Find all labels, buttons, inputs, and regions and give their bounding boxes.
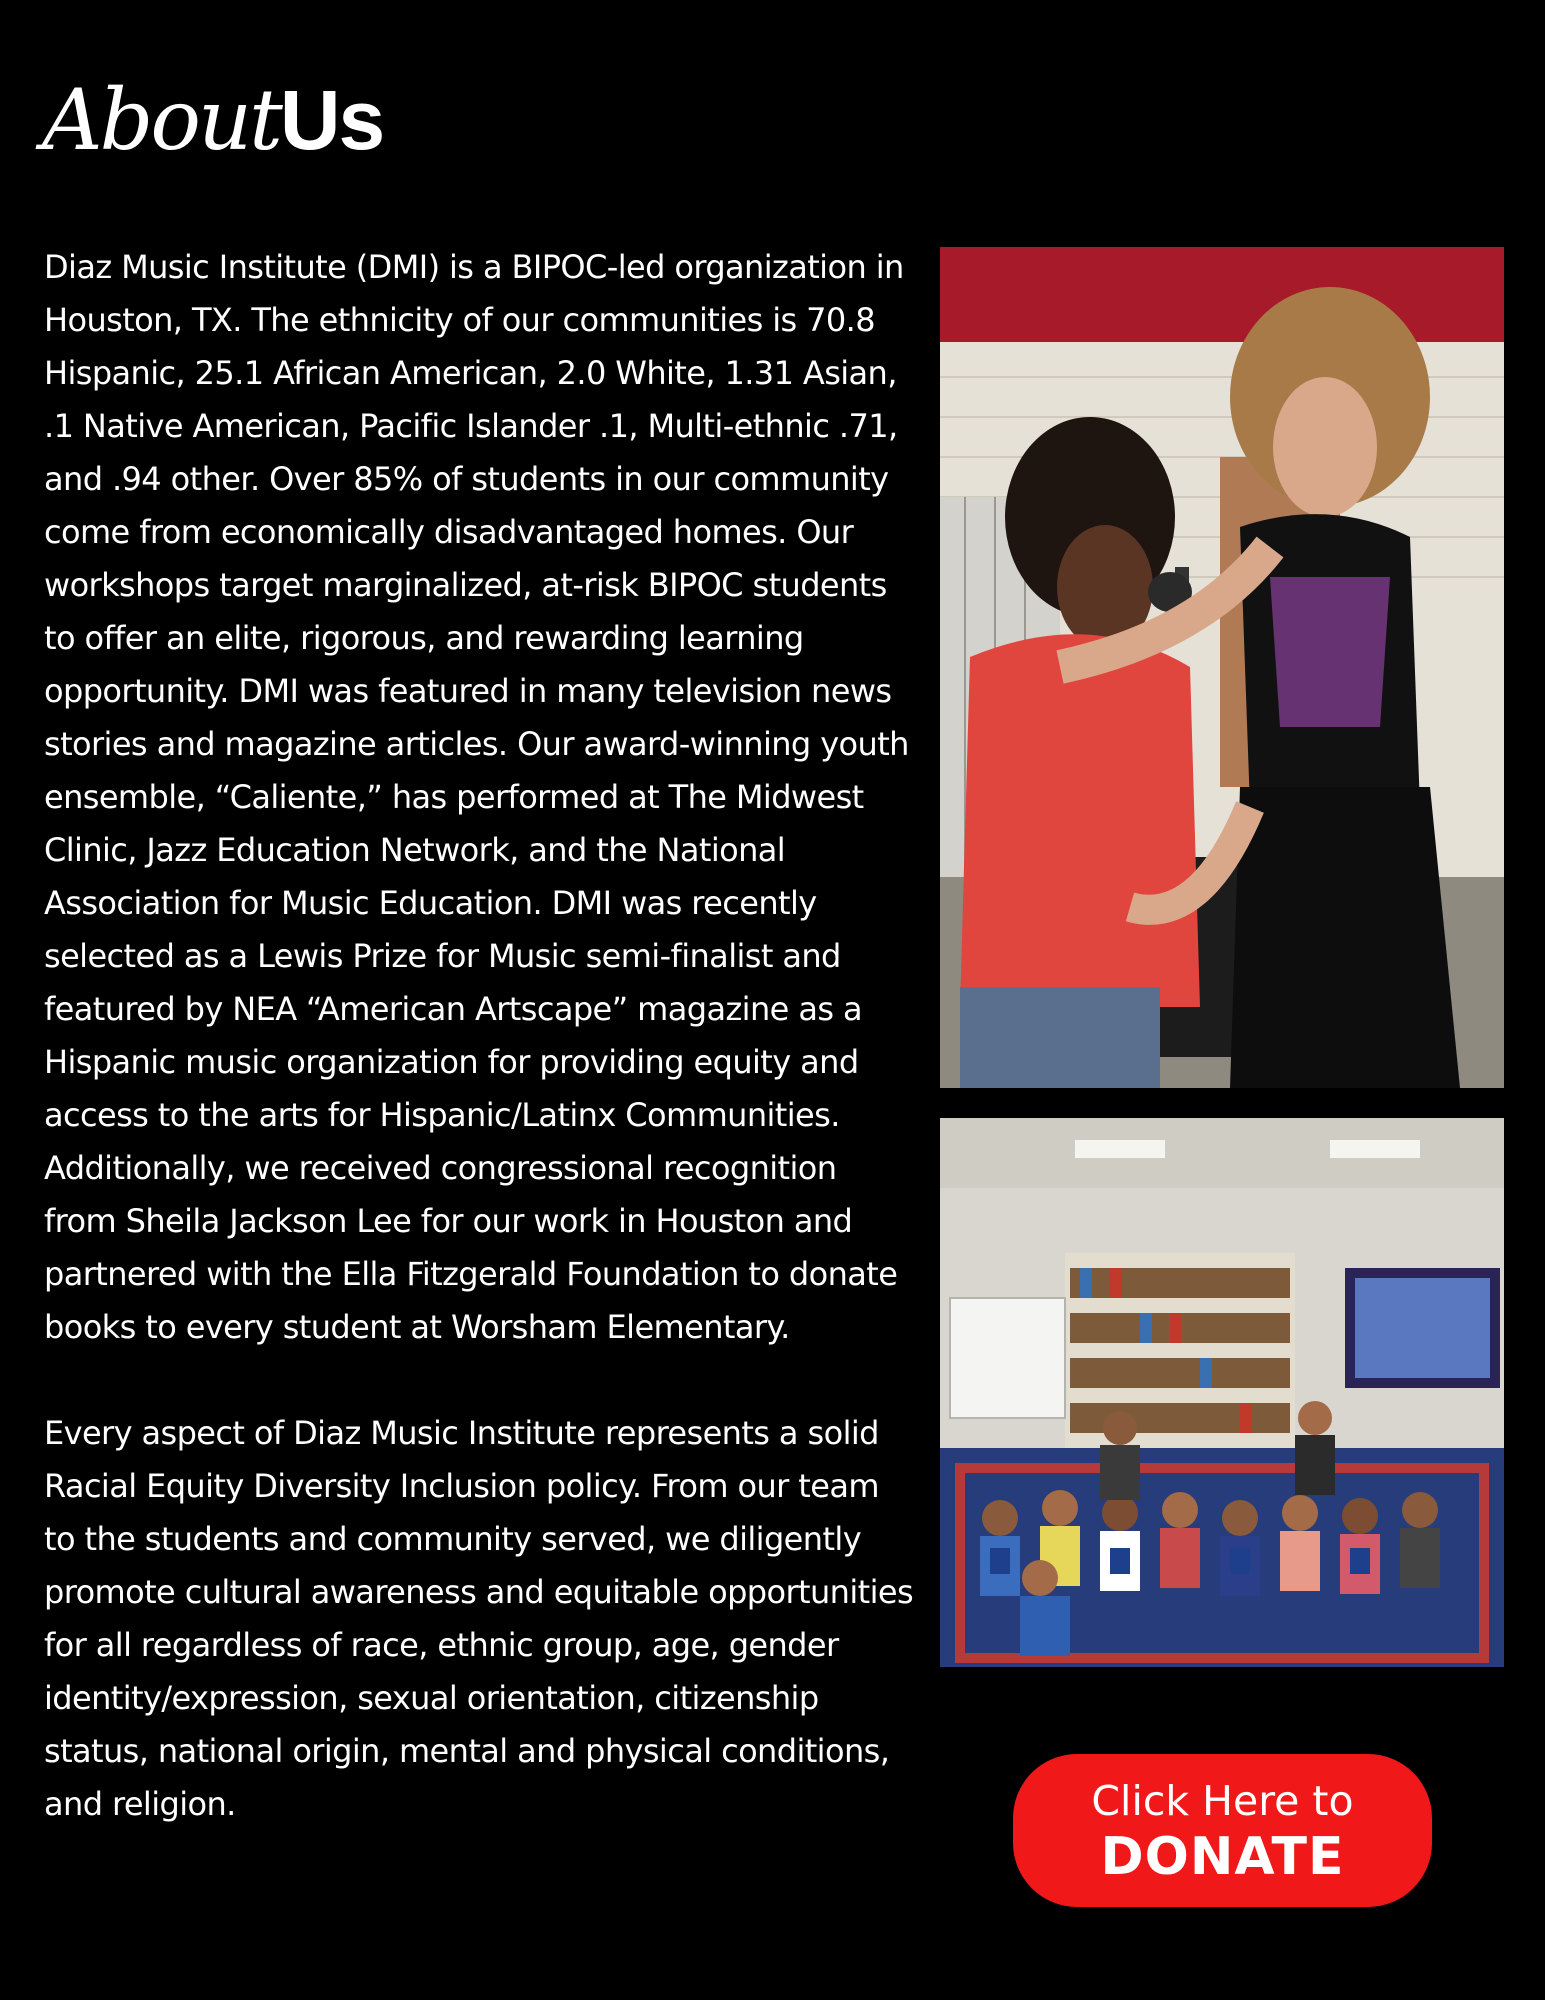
about-paragraph-2: Every aspect of Diaz Music Institute represents a solid Racial Equity Diversity Inclusion policy. From our team to the students and community served, we diligently promote cultural awareness and equitable opportunities for all regardless of race, ethnic group, age, gender identity/expression, sexual orientation, citizenship status, national origin, mental and physical conditions, and religion.: [44, 1414, 914, 1823]
page-title-bold: Us: [279, 73, 384, 167]
donate-button-line1: Click Here to: [1091, 1776, 1354, 1825]
about-paragraph-1: Diaz Music Institute (DMI) is a BIPOC-led organization in Houston, TX. The ethnicity of our communities is 70.8 Hispanic, 25.1 African American, 2.0 White, 1.31 Asian, .1 Native American, Pacific Islander .1, Multi-ethnic .71, and .94 other. Over 85% of students in our community come from economically disadvantaged homes. Our workshops target marginalized, at-risk BIPOC students to offer an elite, rigorous, and rewarding learning opportunity. DMI was featured in many television news stories and magazine articles. Our award-winning youth ensemble, “Caliente,” has performed at The Midwest Clinic, Jazz Education Network, and the National Association for Music Education. DMI was recently selected as a Lewis Prize for Music semi-finalist and featured by NEA “American Artscape” magazine as a Hispanic music organization for providing equity and access to the arts for Hispanic/Latinx Communities. Additionally, we received congressional recognition from Sheila Jackson Lee for our work in Houston and partnered with the Ella Fitzgerald Foundation to donate books to every student at Worsham Elementary.: [44, 248, 909, 1346]
classroom-students-with-books-photo: [940, 1118, 1504, 1667]
page-title-italic: About: [42, 71, 280, 169]
page-title: [42, 71, 384, 169]
donate-button-line2: DONATE: [1100, 1826, 1345, 1887]
donate-button[interactable]: [1013, 1754, 1432, 1907]
about-text: [44, 241, 914, 1831]
singer-with-microphone-photo: [940, 247, 1504, 1088]
